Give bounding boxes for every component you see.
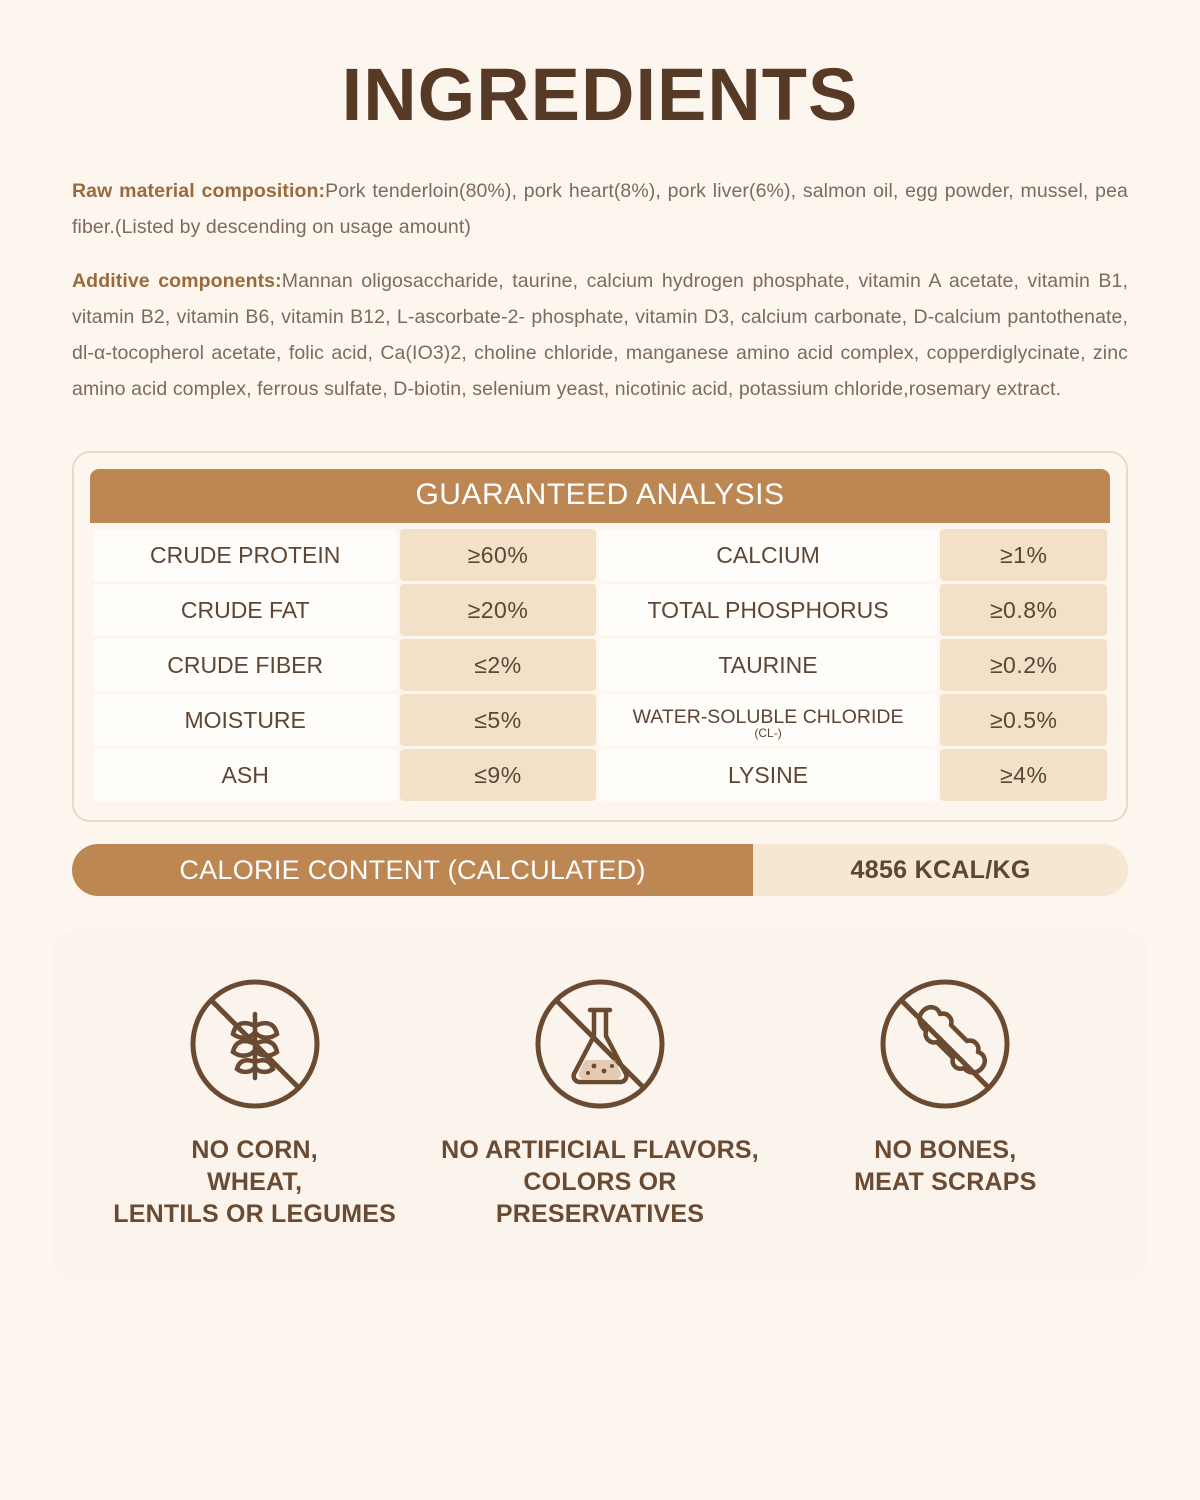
nutrient-label: CRUDE FIBER: [93, 639, 397, 691]
raw-material-text: Pork tenderloin(80%), pork heart(8%), pork liver(6%), salmon oil, egg powder, mussel, pea fiber.(Listed by descending on usage amount): [72, 180, 1128, 239]
nutrient-label: CRUDE PROTEIN: [93, 529, 397, 581]
calorie-label: CALORIE CONTENT (CALCULATED): [72, 844, 753, 896]
nutrient-value: ≥4%: [940, 749, 1107, 801]
nutrient-label-main: WATER-SOLUBLE CHLORIDE: [632, 705, 904, 728]
nutrient-value: ≥0.2%: [940, 639, 1107, 691]
nutrient-value: ≥1%: [940, 529, 1107, 581]
table-row: [93, 639, 1107, 691]
nutrient-label: LYSINE: [599, 749, 938, 801]
nutrient-value: ≤2%: [400, 639, 595, 691]
features-panel: [52, 930, 1148, 1282]
guaranteed-analysis-table: [90, 526, 1110, 804]
feature-no-grain: [94, 974, 415, 1230]
nutrient-value: ≤9%: [400, 749, 595, 801]
feature-label: [439, 1134, 760, 1230]
nutrient-label: [599, 694, 938, 746]
feature-label-line2: MEAT SCRAPS: [854, 1168, 1037, 1197]
table-row: [93, 529, 1107, 581]
table-row: [93, 749, 1107, 801]
page-title: INGREDIENTS: [341, 53, 859, 136]
feature-no-artificial-flavors: [439, 974, 760, 1230]
feature-label-line2: COLORS OR: [523, 1168, 677, 1197]
feature-label: [94, 1134, 415, 1230]
guaranteed-analysis-header: GUARANTEED ANALYSIS: [90, 469, 1110, 523]
feature-label-line1: NO ARTIFICIAL FLAVORS,: [441, 1136, 759, 1165]
no-artificial-flavors-icon: [530, 974, 670, 1114]
feature-label-line3: LENTILS OR LEGUMES: [113, 1200, 397, 1229]
feature-label-line3: PRESERVATIVES: [495, 1200, 705, 1229]
additive-paragraph: [72, 263, 1128, 407]
nutrient-label: CALCIUM: [599, 529, 938, 581]
nutrient-label: TAURINE: [599, 639, 938, 691]
nutrient-value: ≥60%: [400, 529, 595, 581]
feature-no-bones: [785, 974, 1106, 1198]
nutrient-value: ≥0.8%: [940, 584, 1107, 636]
calorie-content-bar: [72, 844, 1128, 896]
additive-label: Additive components:: [72, 270, 282, 293]
nutrient-label: CRUDE FAT: [93, 584, 397, 636]
feature-label-line1: NO BONES,: [874, 1136, 1017, 1165]
table-row: [93, 584, 1107, 636]
nutrient-value: ≥20%: [400, 584, 595, 636]
feature-label-line2: WHEAT,: [207, 1168, 303, 1197]
no-bones-icon: [875, 974, 1015, 1114]
nutrient-label: MOISTURE: [93, 694, 397, 746]
calorie-value: 4856 KCAL/KG: [753, 844, 1128, 896]
nutrient-label-sub: (CL-): [754, 725, 782, 740]
feature-label: [785, 1134, 1106, 1198]
table-row: [93, 694, 1107, 746]
guaranteed-analysis-card: [72, 451, 1128, 822]
additive-text: Mannan oligosaccharide, taurine, calcium hydrogen phosphate, vitamin A acetate, vitamin B1, vitamin B2, vitamin B6, vitamin B12, L-ascorbate-2- phosphate, vitamin D3, calcium carbonate, D-calcium pantothenate, dl-α-tocopherol acetate, folic acid, Ca(IO3)2, choline chloride, manganese amino acid complex, copperdiglycinate, zinc amino acid complex, ferrous sulfate, D-biotin, selenium yeast, nicotinic acid, potassium chloride,rosemary extract.: [72, 270, 1129, 401]
nutrient-value: ≥0.5%: [940, 694, 1107, 746]
nutrient-label: TOTAL PHOSPHORUS: [599, 584, 938, 636]
nutrient-value: ≤5%: [400, 694, 595, 746]
nutrient-label: ASH: [93, 749, 397, 801]
feature-label-line1: NO CORN,: [191, 1136, 318, 1165]
raw-material-label: Raw material composition:: [72, 180, 326, 202]
raw-material-paragraph: [72, 173, 1128, 245]
no-grain-icon: [185, 974, 325, 1114]
